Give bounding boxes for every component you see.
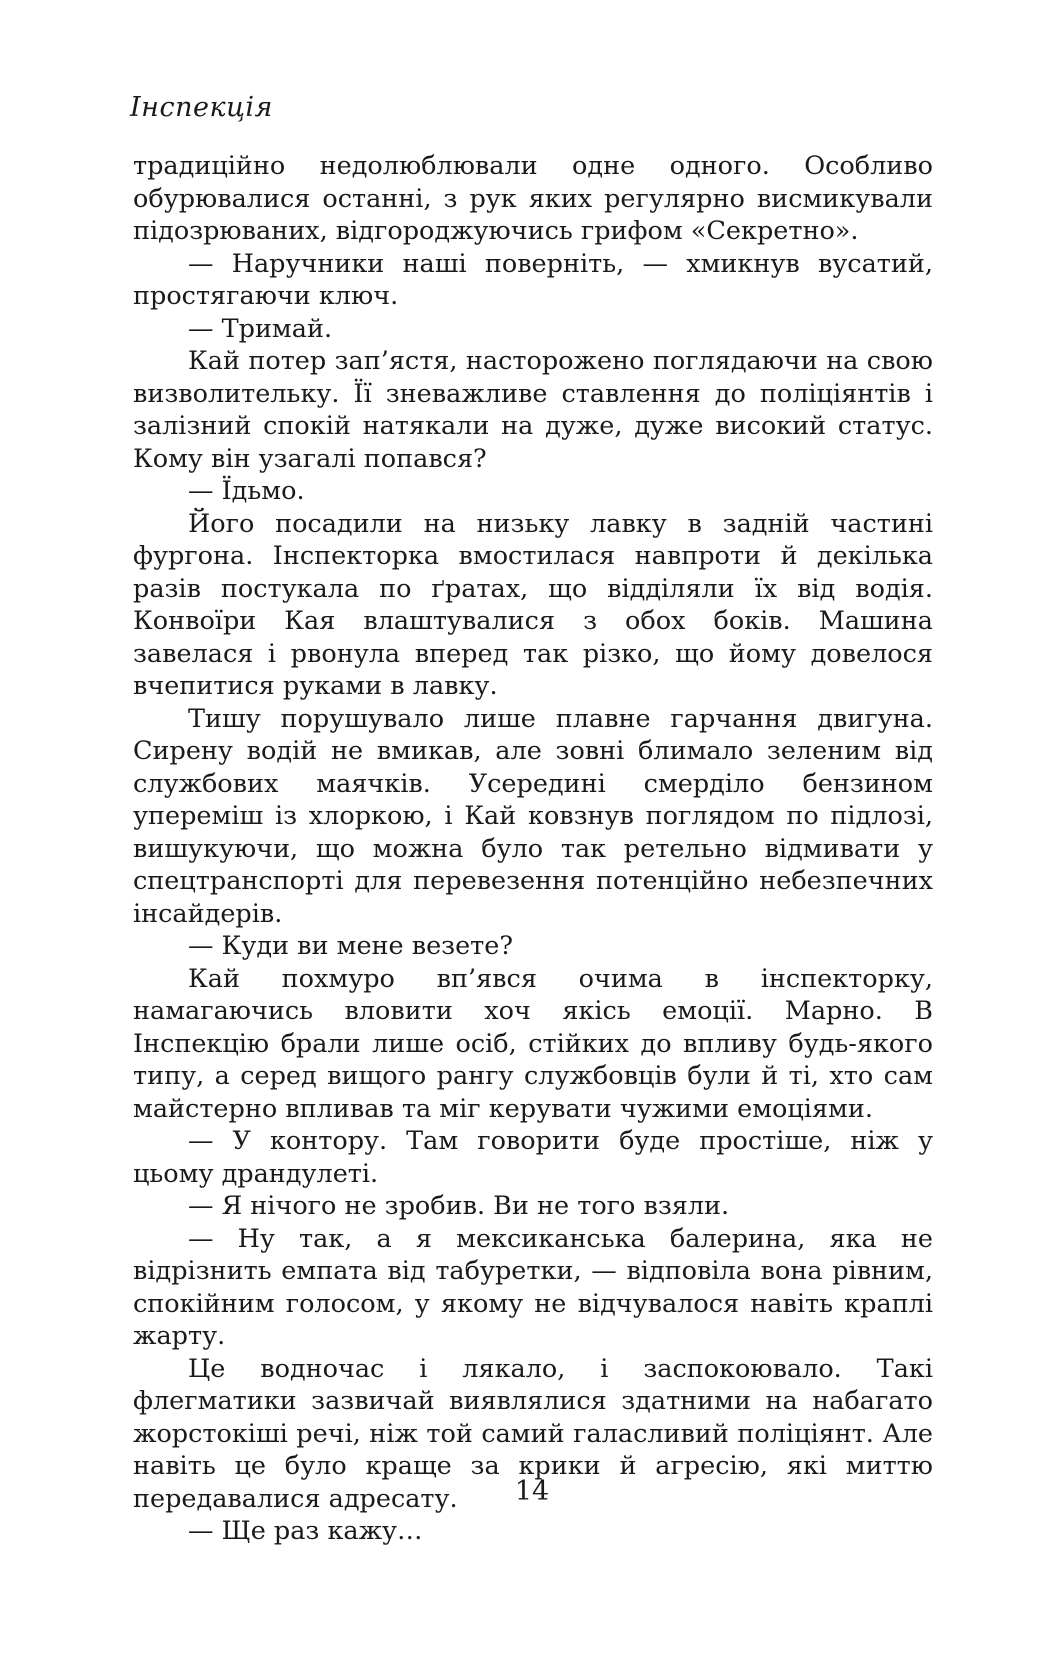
body-text	[133, 150, 933, 1548]
paragraph-1: традиційно недолюблювали одне одного. Особливо обурювалися останні, з рук яких регулярно висмикували підозрюваних, відгороджуючись грифом «Секретно».	[133, 151, 933, 246]
paragraph-9: Кай похмуро вп’явся очима в інспекторку, намагаючись вловити хоч якісь емоції. Марно. В Інспекцію брали лише осіб, стійких до впливу будь-якого типу, а серед вищого рангу службовців були й ті, хто сам майстерно впливав та міг керувати чужими емоціями.	[133, 963, 933, 1124]
paragraph-7: Тишу порушувало лише плавне гарчання двигуна. Сирену водій не вмикав, але зовні блимало зеленим від службових маячків. Усередині смерділо бензином упереміш із хлоркою, і Кай ковзнув поглядом по підлозі, вишукуючи, що можна було так ретельно відмивати у спецтранспорті для перевезення потенційно небезпечних інсайдерів.	[133, 703, 933, 929]
paragraph-13: Це водночас і лякало, і заспокоювало. Такі флегматики зазвичай виявлялися здатними на набагато жорстокіші речі, ніж той самий галасливий поліціянт. Але навіть це було краще за крики й агресію, які миттю передавалися адресату.	[133, 1353, 933, 1514]
paragraph-4: Кай потер зап’ястя, насторожено поглядаючи на свою визволительку. Її зневажливе ставлення до поліціянтів і залізний спокій натякали на дуже, дуже високий статус. Кому він узагалі попався?	[133, 346, 933, 474]
paragraph-6: Його посадили на низьку лавку в задній частині фургона. Інспекторка вмостилася навпроти й декілька разів постукала по ґратах, що відділяли їх від водія. Конвоїри Кая влаштувалися з обох боків. Машина завелася і рвонула вперед так різко, що йому довелося вчепитися руками в лавку.	[133, 508, 933, 701]
paragraph-8: — Куди ви мене везете?	[188, 931, 514, 961]
paragraph-14: — Ще раз кажу…	[188, 1516, 423, 1546]
paragraph-12: — Ну так, а я мексиканська балерина, яка не відрізнить емпата від табуретки, — відповіла вона рівним, спокійним голосом, у якому не відчувалося навіть краплі жарту.	[133, 1223, 933, 1351]
paragraph-2: — Наручники наші поверніть, — хмикнув вусатий, простягаючи ключ.	[133, 248, 933, 311]
paragraph-10: — У контору. Там говорити буде простіше, ніж у цьому драндулеті.	[133, 1126, 933, 1189]
page-number: 14	[514, 1476, 550, 1507]
paragraph-5: — Їдьмо.	[188, 476, 305, 506]
paragraph-3: — Тримай.	[188, 313, 333, 344]
paragraph-11: — Я нічого не зробив. Ви не того взяли.	[188, 1191, 730, 1221]
running-header-title: Інспекція	[130, 92, 273, 123]
